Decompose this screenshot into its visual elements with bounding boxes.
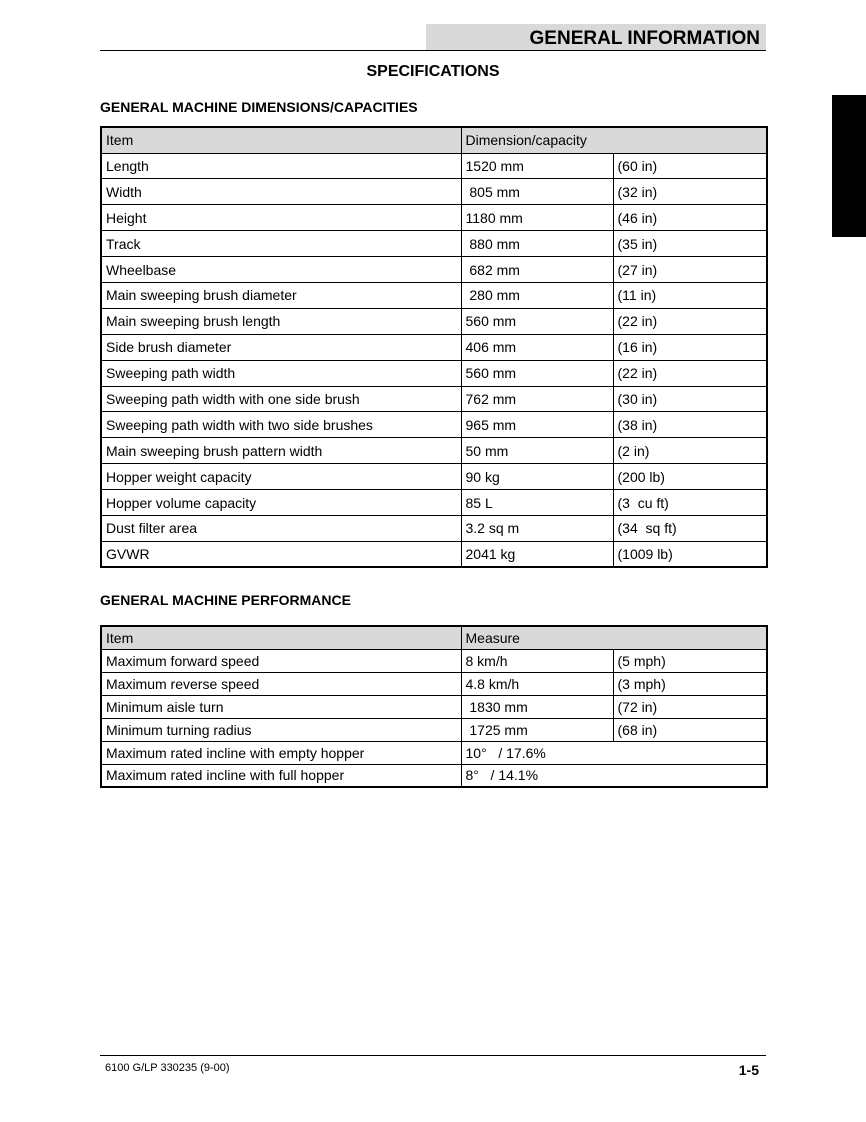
table-row xyxy=(101,764,767,787)
row-item: Length xyxy=(101,153,461,179)
row-metric: 880 mm xyxy=(461,231,613,257)
row-imperial: (200 lb) xyxy=(613,464,767,490)
table-row xyxy=(101,490,767,516)
row-metric: 1725 mm xyxy=(461,718,613,741)
row-metric: 50 mm xyxy=(461,438,613,464)
table-row xyxy=(101,464,767,490)
row-imperial: (30 in) xyxy=(613,386,767,412)
row-imperial: (11 in) xyxy=(613,282,767,308)
performance-table xyxy=(100,625,768,788)
page-number: 1-5 xyxy=(738,1062,759,1078)
row-imperial: (16 in) xyxy=(613,334,767,360)
section-header xyxy=(426,24,766,51)
row-item: Hopper volume capacity xyxy=(101,490,461,516)
row-item: Track xyxy=(101,231,461,257)
performance-section-title: GENERAL MACHINE PERFORMANCE xyxy=(100,592,351,608)
row-item: Sweeping path width xyxy=(101,360,461,386)
row-metric: 3.2 sq m xyxy=(461,515,613,541)
table-row xyxy=(101,282,767,308)
row-metric: 8 km/h xyxy=(461,649,613,672)
table-row xyxy=(101,741,767,764)
row-metric: 406 mm xyxy=(461,334,613,360)
row-item: Maximum reverse speed xyxy=(101,672,461,695)
column-header-item: Item xyxy=(101,127,461,153)
table-row xyxy=(101,334,767,360)
row-item: Main sweeping brush diameter xyxy=(101,282,461,308)
row-item: Minimum aisle turn xyxy=(101,695,461,718)
row-imperial: (72 in) xyxy=(613,695,767,718)
row-metric: 1520 mm xyxy=(461,153,613,179)
row-metric: 90 kg xyxy=(461,464,613,490)
row-metric: 4.8 km/h xyxy=(461,672,613,695)
row-item: Main sweeping brush pattern width xyxy=(101,438,461,464)
row-imperial: (68 in) xyxy=(613,718,767,741)
dimensions-table xyxy=(100,126,768,568)
row-metric: 2041 kg xyxy=(461,541,613,567)
section-tab-marker xyxy=(832,95,866,237)
row-metric: 560 mm xyxy=(461,360,613,386)
row-imperial: (46 in) xyxy=(613,205,767,231)
row-item: Height xyxy=(101,205,461,231)
row-item: Sweeping path width with one side brush xyxy=(101,386,461,412)
table-row xyxy=(101,412,767,438)
row-imperial: (3 mph) xyxy=(613,672,767,695)
row-imperial: (34 sq ft) xyxy=(613,515,767,541)
table-row xyxy=(101,438,767,464)
table-row xyxy=(101,386,767,412)
row-item: Maximum forward speed xyxy=(101,649,461,672)
row-imperial: (22 in) xyxy=(613,360,767,386)
column-header-value: Measure xyxy=(461,626,767,649)
row-imperial: (32 in) xyxy=(613,179,767,205)
table-row xyxy=(101,205,767,231)
row-item: Maximum rated incline with full hopper xyxy=(101,764,461,787)
table-row xyxy=(101,257,767,283)
row-item: Wheelbase xyxy=(101,257,461,283)
table-header-row xyxy=(101,127,767,153)
table-row xyxy=(101,649,767,672)
row-value: 8° / 14.1% xyxy=(461,764,767,787)
row-metric: 762 mm xyxy=(461,386,613,412)
table-row xyxy=(101,153,767,179)
row-metric: 85 L xyxy=(461,490,613,516)
table-row xyxy=(101,308,767,334)
row-imperial: (5 mph) xyxy=(613,649,767,672)
row-imperial: (60 in) xyxy=(613,153,767,179)
row-item: Width xyxy=(101,179,461,205)
row-metric: 280 mm xyxy=(461,282,613,308)
row-item: Minimum turning radius xyxy=(101,718,461,741)
row-item: Hopper weight capacity xyxy=(101,464,461,490)
row-item: GVWR xyxy=(101,541,461,567)
row-item: Main sweeping brush length xyxy=(101,308,461,334)
table-row xyxy=(101,541,767,567)
document-id: 6100 G/LP 330235 (9-00) xyxy=(105,1062,230,1074)
section-header-title: GENERAL INFORMATION xyxy=(529,28,760,49)
table-row xyxy=(101,672,767,695)
row-imperial: (22 in) xyxy=(613,308,767,334)
row-value: 10° / 17.6% xyxy=(461,741,767,764)
table-row xyxy=(101,718,767,741)
row-metric: 965 mm xyxy=(461,412,613,438)
page-title: SPECIFICATIONS xyxy=(366,63,500,80)
row-metric: 805 mm xyxy=(461,179,613,205)
row-imperial: (1009 lb) xyxy=(613,541,767,567)
row-item: Dust filter area xyxy=(101,515,461,541)
table-row xyxy=(101,695,767,718)
table-row xyxy=(101,179,767,205)
row-metric: 1180 mm xyxy=(461,205,613,231)
row-imperial: (35 in) xyxy=(613,231,767,257)
row-metric: 682 mm xyxy=(461,257,613,283)
table-row xyxy=(101,515,767,541)
table-header-row xyxy=(101,626,767,649)
row-imperial: (27 in) xyxy=(613,257,767,283)
row-item: Side brush diameter xyxy=(101,334,461,360)
table-row xyxy=(101,360,767,386)
row-item: Sweeping path width with two side brushes xyxy=(101,412,461,438)
column-header-item: Item xyxy=(101,626,461,649)
row-item: Maximum rated incline with empty hopper xyxy=(101,741,461,764)
header-rule xyxy=(100,50,766,51)
footer-rule xyxy=(100,1055,766,1056)
row-imperial: (2 in) xyxy=(613,438,767,464)
row-metric: 1830 mm xyxy=(461,695,613,718)
column-header-value: Dimension/capacity xyxy=(461,127,767,153)
table-row xyxy=(101,231,767,257)
dimensions-section-title: GENERAL MACHINE DIMENSIONS/CAPACITIES xyxy=(100,99,418,115)
row-imperial: (3 cu ft) xyxy=(613,490,767,516)
row-metric: 560 mm xyxy=(461,308,613,334)
row-imperial: (38 in) xyxy=(613,412,767,438)
